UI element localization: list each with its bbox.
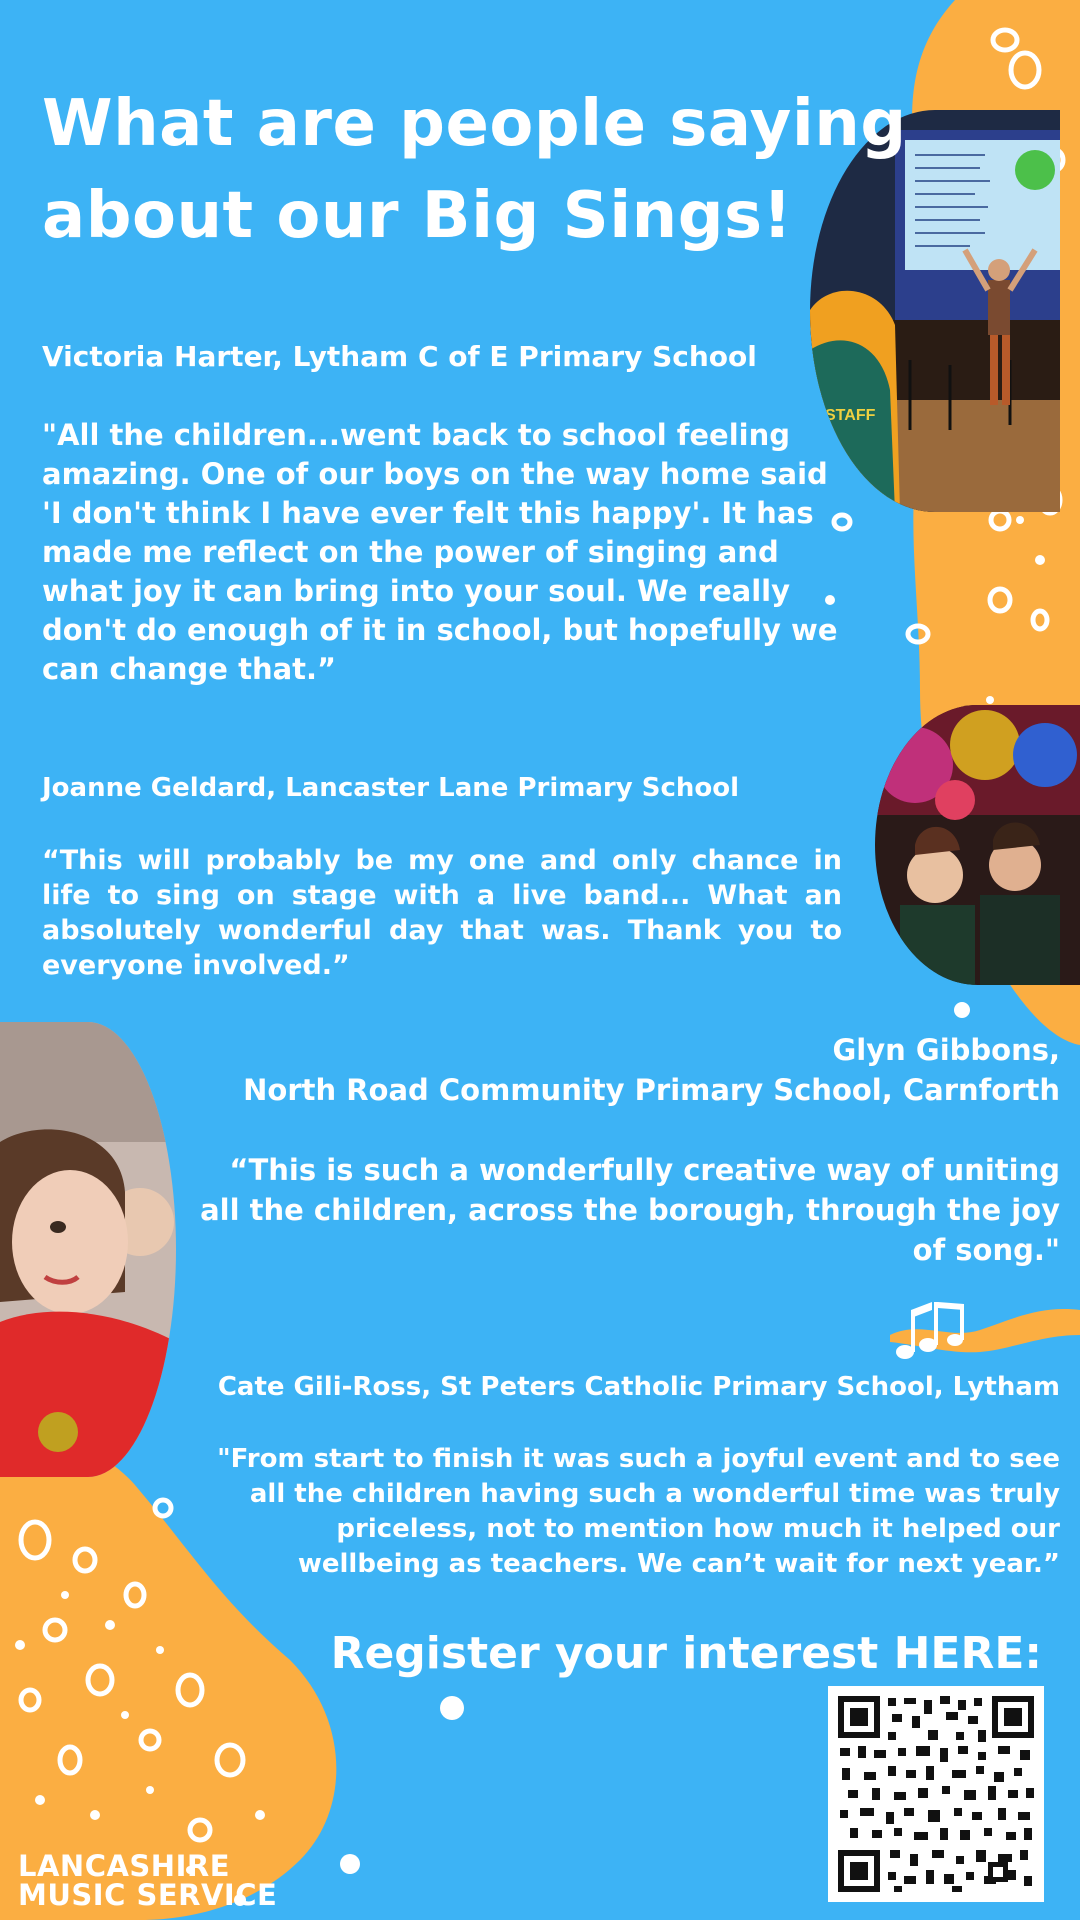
testimonial-1-quote: "All the children...went back to school feeling amazing. One of our boys on the way home said 'I don't think I have ever felt this happy'. It has made me reflect on the power of singing and what joy it can bring into your soul. We really don't do enough of it in school, but hopefully we can change that.”	[42, 418, 838, 686]
title-line-2: about our Big Sings!	[42, 179, 793, 253]
testimonial-1-name: Victoria Harter, Lytham C of E Primary School	[42, 340, 757, 373]
title-line-1: What are people saying	[42, 87, 907, 161]
testimonial-3-quote: “This is such a wonderfully creative way of uniting all the children, across the borough, through the joy of song."	[200, 1153, 1060, 1267]
testimonial-3-name	[210, 1030, 1060, 1110]
testimonial-4-quote: "From start to finish it was such a joyful event and to see all the children having such a wonderful time was truly priceless, not to mention how much it helped our wellbeing as teachers. We can’t wait for next year.”	[217, 1444, 1060, 1579]
photo-kids-pompoms	[875, 705, 1080, 985]
lancashire-music-service-logo	[18, 1849, 278, 1912]
logo-line-1: LANCASHIRE	[18, 1849, 231, 1883]
testimonial-4-name: Cate Gili-Ross, St Peters Catholic Primary School, Lytham	[217, 1372, 1060, 1402]
photo-girl-red-jumper	[0, 1022, 176, 1477]
testimonial-2-name: Joanne Geldard, Lancaster Lane Primary School	[42, 773, 740, 803]
testimonial-2-quote: “This will probably be my one and only chance in life to sing on stage with a live band... What an absolutely wonderful day that was. Thank you to everyone involved.”	[42, 845, 842, 981]
testimonial-3-name-line-2: North Road Community Primary School, Carnforth	[243, 1073, 1060, 1107]
register-qr-code[interactable]	[828, 1686, 1044, 1902]
music-notes-icon	[890, 1290, 1080, 1370]
register-interest-heading: Register your interest HERE:	[330, 1628, 1042, 1679]
logo-line-2: MUSIC SERVICE	[18, 1878, 278, 1912]
testimonial-3-name-line-1: Glyn Gibbons,	[832, 1033, 1060, 1067]
page-title	[42, 78, 942, 262]
staff-label: STAFF	[825, 407, 876, 424]
